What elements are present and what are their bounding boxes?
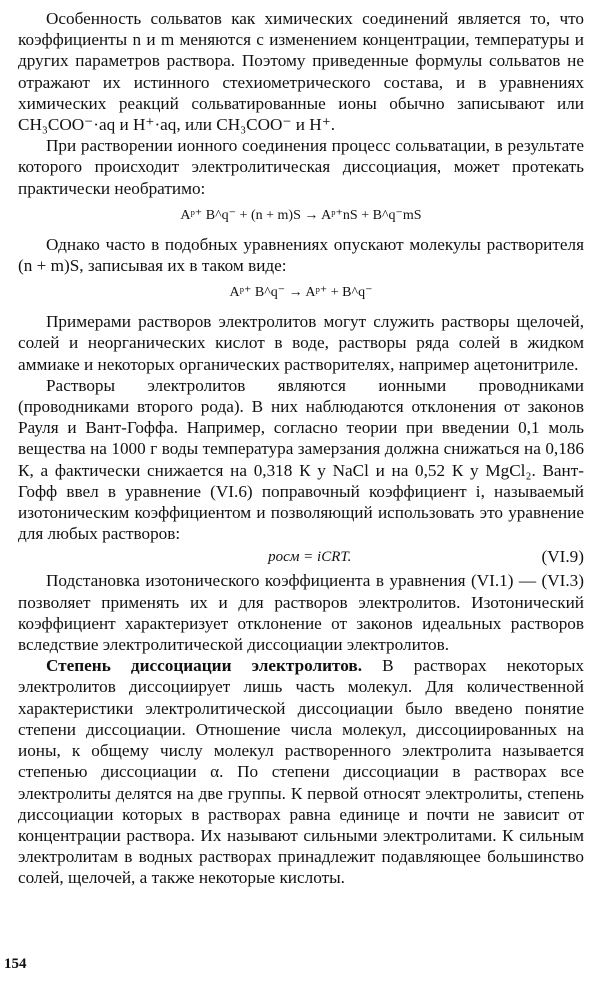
paragraph-ionic-dissolution: При растворении ионного соединения процесс сольватации, в результате которого происходит электролитическая диссоциация, может протекать практически необратимо:: [18, 136, 584, 198]
equation-osmotic-formula: pосм = iCRT.: [268, 549, 352, 566]
paragraph-ionic-conductors: Растворы электролитов являются ионными проводниками (проводниками второго рода). В них наблюдаются отклонения от законов Рауля и Вант-Гоффа. Например, согласно теории при введении 0,1 моль вещества на 1000 г воды температура замерзания должна снижаться на 0,186 К, а фактически снижается на 0,318 К у NaCl и на 0,52 К у MgCl₂. Вант-Гофф ввел в уравнение (VI.6) поправочный коэффициент i, называемый изотоническим коэффициентом и позволяющий использовать это уравнение для любых растворов:: [18, 375, 584, 544]
equation-solvation: Aᵖ⁺ B^q⁻ + (n + m)S → Aᵖ⁺nS + B^q⁻mS: [180, 207, 422, 223]
page-body: [18, 8, 584, 889]
paragraph-isotonic: Подстановка изотонического коэффициента в уравнения (VI.1) — (VI.3) позволяет применять их и для растворов электролитов. Изотонический коэффициент характеризует отклонение от законов идеальных растворов вследствие электролитической диссоциации электролитов.: [18, 571, 584, 655]
paragraph-degree-text: В растворах некоторых электролитов диссоциирует лишь часть молекул. Для количественной характеристики электролитической диссоциации было введено понятие степени диссоциации. Отношение числа молекул, диссоциированных на ионы, к общему числу молекул растворенного электролита называется степенью диссоциации α. По степени диссоциации в растворах все электролиты делятся на две группы. К первой относят электролиты, степень диссоциации которых в растворах равна единице и почти не зависит от концентрации раствора. Их называют сильными электролитами. К сильным электролитам в водных растворах принадлежит подавляющее большинство солей, щелочей, а также некоторые кислоты.: [18, 656, 584, 888]
section-heading: Степень диссоциации электролитов.: [46, 656, 363, 676]
paragraph-solvates: Особенность сольватов как химических соединений является то, что коэффициенты n и m меняются с изменением концентрации, температуры и других параметров раствора. Поэтому приведенные формулы сольватов не отражают их истинного стехиометрического состава, и в уравнениях химических реакций сольватированные ионы обычно записывают или CH₃COO⁻·aq и H⁺·aq, или CH₃COO⁻ и H⁺.: [18, 9, 584, 135]
equation-dissociation: Aᵖ⁺ B^q⁻ → Aᵖ⁺ + B^q⁻: [229, 285, 373, 301]
equation-osmotic: [18, 546, 584, 568]
page-number: 154: [4, 956, 27, 972]
paragraph-omit-solvent: Однако часто в подобных уравнениях опускают молекулы растворителя (n + m)S, записывая их в таком виде:: [18, 234, 584, 276]
paragraph-examples: Примерами растворов электролитов могут служить растворы щелочей, солей и неорганических кислот в воде, растворы ряда солей в жидком аммиаке и некоторых органических растворителях, например ацетонитриле.: [18, 312, 584, 374]
paragraph-degree: [18, 655, 584, 888]
equation-number: (VI.9): [541, 547, 584, 567]
